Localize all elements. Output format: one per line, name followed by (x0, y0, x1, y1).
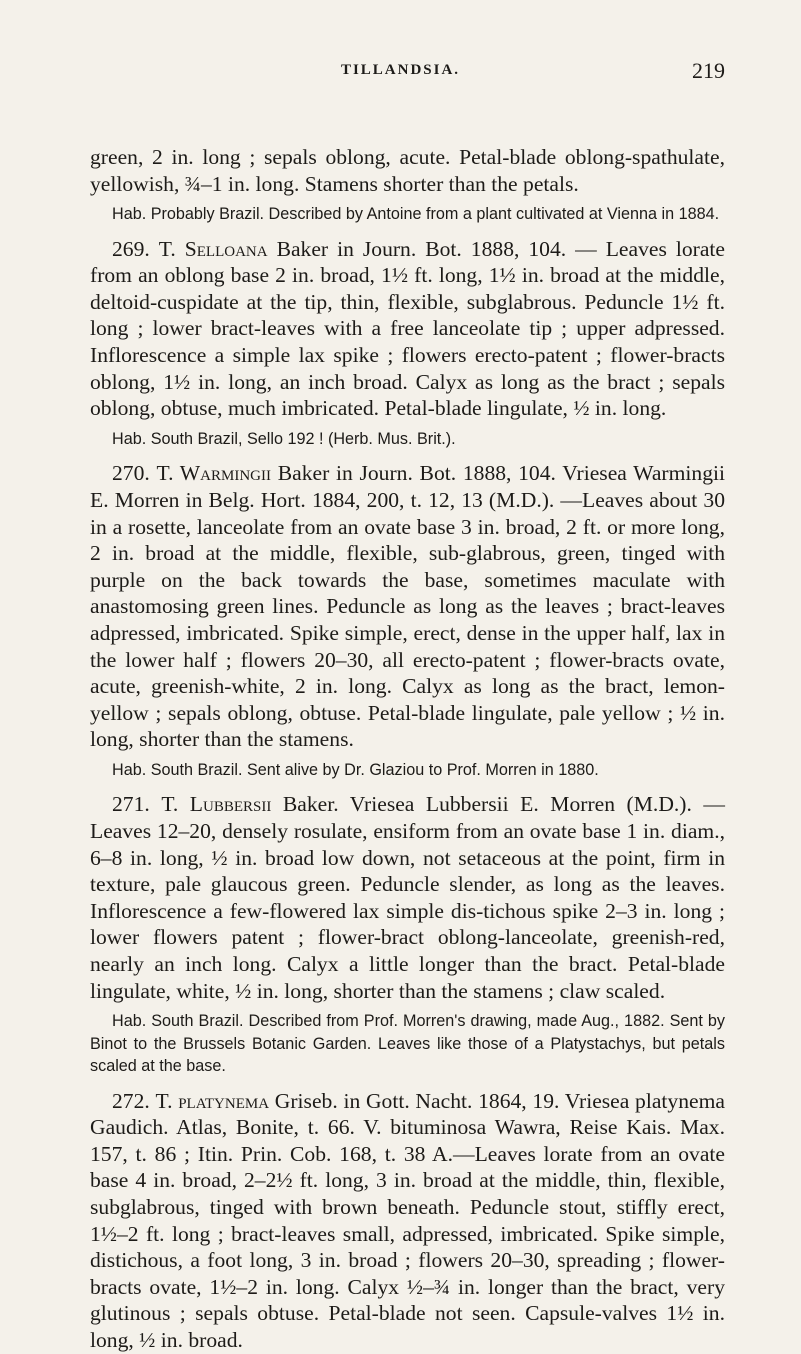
entry-269 (90, 236, 725, 422)
entry-270 (90, 460, 725, 753)
entry-description: Baker in Journ. Bot. 1888, 104. — Leaves lorate from an oblong base 2 in. broad, 1½ ft. long, 1½ in. broad at the middle, deltoid-cuspidate at the tip, thin, flexible, subglabrous. Peduncle 1½ ft. long ; lower bract-leaves with a free lanceolate tip ; upper adpressed. Inflorescence a simple lax spike ; flowers erecto-patent ; flower-bracts oblong, 1½ in. long, an inch broad. Calyx as long as the bract ; sepals oblong, obtuse, much imbricated. Petal-blade lingulate, ½ in. long. (90, 236, 725, 421)
species-name: T. Selloana (158, 236, 268, 261)
page-number: 219 (692, 58, 725, 83)
entry-271 (90, 791, 725, 1004)
entry-habitat: Hab. Probably Brazil. Described by Antoine from a plant cultivated at Vienna in 1884. (112, 205, 720, 224)
entry-habitat: Hab. South Brazil. Described from Prof. Morren's drawing, made Aug., 1882. Sent by Binot to the Brussels Botanic Garden. Leaves like those of a Platystachys, but petals scaled at the base. (90, 1012, 725, 1076)
entry-description: Baker in Journ. Bot. 1888, 104. Vriesea Warmingii E. Morren in Belg. Hort. 1884, 200, t. 12, 13 (M.D.). —Leaves about 30 in a rosette, lanceolate from an ovate base 3 in. broad, 2 ft. or more long, 2 in. broad at the middle, flexible, sub-glabrous, green, tinged with purple on the back towards the base, sometimes maculate with anastomosing green lines. Peduncle as long as the leaves ; bract-leaves adpressed, imbricated. Spike simple, erect, dense in the upper half, lax in the lower half ; flowers 20–30, all erecto-patent ; flower-bracts ovate, acute, greenish-white, 2 in. long. Calyx as long as the bract, lemon-yellow ; sepals oblong, obtuse. Petal-blade lingulate, pale yellow ; ½ in. long, shorter than the stamens. (90, 461, 725, 752)
entry-number: 271. (112, 792, 150, 817)
entry-number: 272. (112, 1088, 150, 1113)
entry-272 (90, 1088, 725, 1354)
running-head: TILLANDSIA. (340, 62, 461, 78)
entry-habitat: Hab. South Brazil, Sello 192 ! (Herb. Mus. Brit.). (112, 429, 456, 448)
entry-description: Baker. Vriesea Lubbersii E. Morren (M.D.). —Leaves 12–20, densely rosulate, ensiform from an ovate base 1 in. diam., 6–8 in. long, ½ in. broad low down, not setaceous at the point, firm in texture, pale glaucous green. Peduncle slender, as long as the leaves. Inflorescence a few-flowered lax simple dis-tichous spike 2–3 in. long ; lower flowers patent ; flower-bract oblong-lanceolate, greenish-red, nearly an inch long. Calyx a little longer than the bract. Petal-blade lingulate, white, ½ in. long, shorter than the stamens ; claw scaled. (90, 792, 725, 1003)
species-name: T. platynema (155, 1088, 270, 1113)
entry-description: Griseb. in Gott. Nacht. 1864, 19. Vriesea platynema Gaudich. Atlas, Bonite, t. 66. V. bituminosa Wawra, Reise Kais. Max. 157, t. 86 ; Itin. Prin. Cob. 168, t. 38 A.—Leaves lorate from an ovate base 4 in. broad, 2–2½ ft. long, 3 in. broad at the middle, thin, flexible, subglabrous, tinged with brown beneath. Peduncle stout, stiffly erect, 1½–2 ft. long ; bract-leaves small, adpressed, imbricated. Spike simple, distichous, a foot long, 3 in. broad ; flowers 20–30, spreading ; flower-bracts ovate, 1½–2 in. long. Calyx ½–¾ in. longer than the bract, very glutinous ; sepals obtuse. Petal-blade not seen. Capsule-valves 1½ in. long, ½ in. broad. (90, 1088, 725, 1352)
entry-number: 270. (112, 461, 150, 486)
entry-number: 269. (112, 236, 150, 261)
entry-habitat: Hab. South Brazil. Sent alive by Dr. Glaziou to Prof. Morren in 1880. (112, 760, 599, 779)
species-name: T. Warmingii (156, 461, 272, 486)
body-text (90, 144, 725, 1354)
entry-continuation-text: green, 2 in. long ; sepals oblong, acute. Petal-blade oblong-spathulate, yellowish, ¾–1 in. long. Stamens shorter than the petals. (90, 145, 725, 196)
species-name: T. Lubbersii (161, 792, 272, 817)
